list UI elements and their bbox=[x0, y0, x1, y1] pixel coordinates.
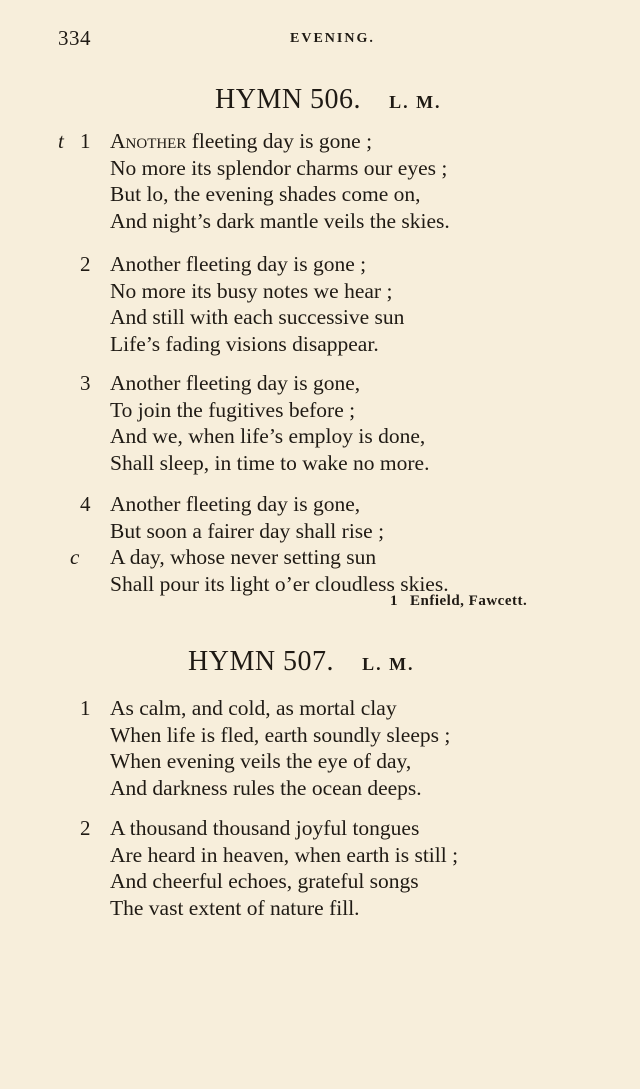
verse-line bbox=[0, 128, 640, 155]
verse-line bbox=[0, 544, 640, 571]
hymn-506-title bbox=[0, 84, 640, 116]
stanza-number: 2 bbox=[80, 252, 91, 276]
verse-line bbox=[0, 815, 640, 842]
hymn-number: HYMN 506. bbox=[215, 84, 362, 115]
attribution-authors: Enfield, Fawcett. bbox=[410, 593, 528, 609]
hymn-506-stanza-1 bbox=[0, 128, 640, 234]
verse-text: When life is fled, earth soundly sleeps ; bbox=[110, 722, 451, 747]
verse-text: Another fleeting day is gone, bbox=[110, 492, 361, 516]
verse-text: But soon a fairer day shall rise ; bbox=[110, 518, 385, 543]
verse-text: The vast extent of nature fill. bbox=[110, 895, 360, 920]
verse-line bbox=[0, 491, 640, 518]
verse-line bbox=[0, 423, 640, 450]
hymn-506-stanza-3 bbox=[0, 370, 640, 476]
verse-text: And darkness rules the ocean deeps. bbox=[110, 775, 422, 800]
hymn-506-stanza-2 bbox=[0, 251, 640, 357]
hymn-number: HYMN 507. bbox=[188, 646, 335, 677]
verse-text: Life’s fading visions disappear. bbox=[110, 331, 379, 356]
verse-text: And we, when life’s employ is done, bbox=[110, 424, 426, 448]
page-number: 334 bbox=[58, 26, 91, 50]
verse-line bbox=[0, 695, 640, 722]
hymn-507-stanza-2 bbox=[0, 815, 640, 921]
verse-line bbox=[0, 278, 640, 305]
verse-text: Shall sleep, in time to wake no more. bbox=[110, 450, 430, 475]
stanza-number: 4 bbox=[80, 492, 91, 516]
verse-line bbox=[0, 571, 640, 598]
verse-text: No more its splendor charms our eyes ; bbox=[110, 155, 448, 180]
verse-line bbox=[0, 748, 640, 775]
verse-text: As calm, and cold, as mortal clay bbox=[110, 696, 397, 720]
verse-line bbox=[0, 722, 640, 749]
dynamic-mark: c bbox=[70, 545, 80, 569]
verse-line bbox=[0, 251, 640, 278]
verse-line bbox=[0, 208, 640, 235]
verse-text: fleeting day is gone ; bbox=[186, 129, 373, 153]
verse-line bbox=[0, 155, 640, 182]
verse-text: A day, whose never setting sun bbox=[110, 545, 377, 569]
verse-line bbox=[0, 450, 640, 477]
verse-text: Another fleeting day is gone, bbox=[110, 371, 361, 395]
verse-text: To join the fugitives before ; bbox=[110, 397, 356, 422]
verse-line bbox=[0, 842, 640, 869]
hymn-meter: L. M. bbox=[362, 654, 415, 674]
attribution-count: 1 bbox=[390, 593, 398, 609]
verse-text: And night’s dark mantle veils the skies. bbox=[110, 208, 450, 233]
hymn-506-attribution bbox=[390, 593, 527, 610]
hymn-506-stanza-4 bbox=[0, 491, 640, 597]
verse-line bbox=[0, 370, 640, 397]
hymn-meter: L. M. bbox=[389, 92, 442, 112]
verse-text: No more its busy notes we hear ; bbox=[110, 278, 393, 303]
verse-text: And cheerful echoes, grateful songs bbox=[110, 869, 419, 893]
verse-text: A thousand thousand joyful tongues bbox=[110, 816, 420, 840]
verse-line bbox=[0, 397, 640, 424]
verse-text: Shall pour its light o’er cloudless skies. bbox=[110, 571, 449, 596]
verse-line bbox=[0, 868, 640, 895]
dynamic-mark: t bbox=[58, 129, 64, 153]
stanza-number: 1 bbox=[80, 696, 91, 720]
stanza-number: 1 bbox=[80, 129, 91, 153]
section-title: EVENING. bbox=[290, 31, 375, 46]
stanza-number: 3 bbox=[80, 371, 91, 395]
verse-line bbox=[0, 518, 640, 545]
stanza-number: 2 bbox=[80, 816, 91, 840]
verse-line bbox=[0, 775, 640, 802]
verse-line bbox=[0, 181, 640, 208]
verse-line bbox=[0, 331, 640, 358]
verse-text: But lo, the evening shades come on, bbox=[110, 182, 421, 206]
hymn-507-stanza-1 bbox=[0, 695, 640, 801]
hymn-507-title bbox=[0, 646, 640, 678]
verse-line bbox=[0, 304, 640, 331]
verse-text: Are heard in heaven, when earth is still ; bbox=[110, 842, 459, 867]
lead-word: Another bbox=[110, 129, 187, 153]
verse-text: And still with each successive sun bbox=[110, 305, 405, 329]
running-head bbox=[0, 26, 640, 52]
verse-line bbox=[0, 895, 640, 922]
verse-text: Another fleeting day is gone ; bbox=[110, 252, 367, 276]
verse-text: When evening veils the eye of day, bbox=[110, 749, 412, 773]
